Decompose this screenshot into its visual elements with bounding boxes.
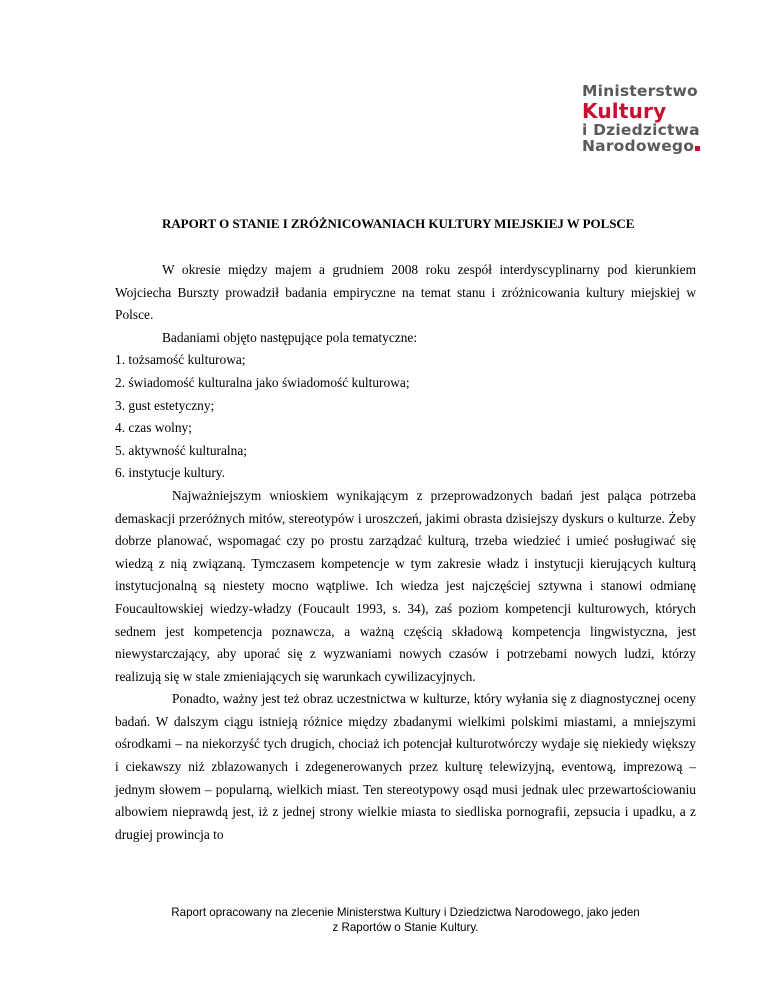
list-item: 2. świadomość kulturalna jako świadomość kulturowa; <box>115 374 410 390</box>
paragraph-participation: Ponadto, ważny jest też obraz uczestnictwa w kulturze, który wyłania się z diagnostycznej oceny badań. W dalszym ciągu istnieją różnice między zbadanymi wielkimi polskimi miastami, a mniejszymi ośrodkami – na niekorzyść tych drugich, chociaż ich potencjał kulturotwórczy wydaje się niekiedy większy i ciekawszy niż zblazowanych i zdegenerowanych przez kulturę telewizyjną, eventową, imprezową – jednym słowem – popularną, wielkich miast. Ten stereotypowy osąd musi jednak ulec przewartościowaniu albowiem nieprawdą jest, iż z jednej strony wielkie miasta to siedliska pornografii, zepsucia i upadku, a z drugiej prowincja to <box>115 691 696 842</box>
topic-list <box>115 349 696 485</box>
page-footer <box>115 906 696 935</box>
list-intro: Badaniami objęto następujące pola tematyczne: <box>162 329 418 345</box>
logo-narodowego-text: Narodowego <box>582 137 695 155</box>
list-item: 5. aktywność kulturalna; <box>115 442 248 458</box>
logo-line-narodowego <box>582 139 712 155</box>
report-title: RAPORT O STANIE I ZRÓŻNICOWANIACH KULTURY MIEJSKIEJ W POLSCE <box>162 216 635 231</box>
footer-line-2: z Raportów o Stanie Kultury. <box>332 920 479 934</box>
paragraph-conclusions: Najważniejszym wnioskiem wynikającym z przeprowadzonych badań jest paląca potrzeba demaskacji przeróżnych mitów, stereotypów i uroszczeń, jakimi obrasta dzisiejszy dyskurs o kulturze. Żeby dobrze planować, wspomagać czy po prostu zarządzać kulturą, trzeba wiedzieć i umieć posługiwać się wiedzą z nią związaną. Tymczasem kompetencje w tym zakresie władz i instytucji kierujących kulturą instytucjonalną są niestety mocno wątpliwe. Ich wiedza jest najczęściej sztywna i stanowi odmianę Foucaultowskiej wiedzy-władzy (Foucault 1993, s. 34), zaś poziom kompetencji kulturowych, których sednem jest kompetencja poznawcza, a ważną częścią składową kompetencja lingwistyczna, jest niewystarczający, aby uporać się z wyzwaniami nowych czasów i potrzebami nowych ludzi, którzy realizują się w stale zmieniających się warunkach cywilizacyjnych. <box>115 487 696 684</box>
logo-line-dziedzictwa: i Dziedzictwa <box>582 120 700 139</box>
report-body <box>115 259 696 846</box>
list-item: 1. tożsamość kulturowa; <box>115 352 246 368</box>
list-item: 6. instytucje kultury. <box>115 465 225 481</box>
logo-red-square-icon <box>695 146 700 151</box>
logo-line-kultury: Kultury <box>582 98 667 123</box>
footer-line-1: Raport opracowany na zlecenie Ministerstwa Kultury i Dziedzictwa Narodowego, jako jeden <box>171 906 640 919</box>
list-item: 3. gust estetyczny; <box>115 397 215 413</box>
intro-paragraph: W okresie między majem a grudniem 2008 roku zespół interdyscyplinarny pod kierunkiem Wojciecha Burszty prowadził badania empiryczne na temat stanu i zróżnicowania kultury miejskiej w Polsce. <box>115 262 696 323</box>
ministry-logo <box>582 84 712 155</box>
logo-line-ministerstwo: Ministerstwo <box>582 82 698 100</box>
list-item: 4. czas wolny; <box>115 420 192 436</box>
